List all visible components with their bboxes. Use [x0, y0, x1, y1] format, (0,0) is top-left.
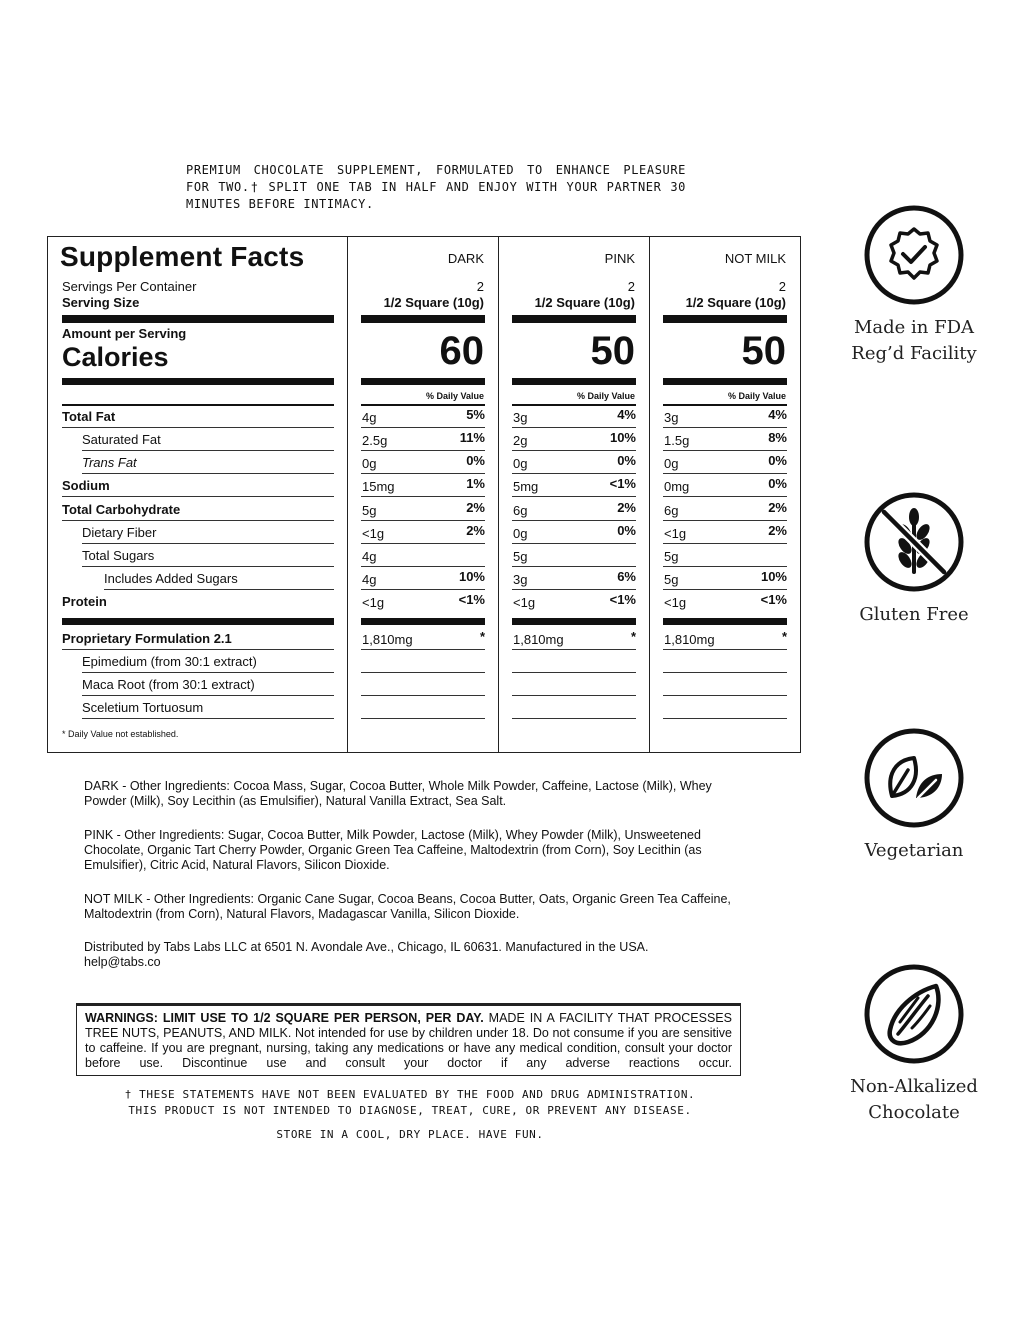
warning-box — [76, 1003, 741, 1076]
amount-value: 0g — [362, 456, 377, 471]
value-row-trans-fat — [663, 452, 787, 474]
row-label-dietary-fiber: Dietary Fiber — [82, 522, 334, 544]
variant-column-not-milk — [650, 237, 800, 752]
percent-daily-value: * — [479, 629, 485, 644]
variant-servings: 2 — [476, 279, 484, 294]
value-row-maca-root — [663, 674, 787, 696]
badge-label: Vegetarian — [864, 840, 964, 861]
variant-serving-size: 1/2 Square (10g) — [685, 295, 786, 310]
percent-daily-value: 2% — [466, 500, 485, 515]
facts-footnote: * Daily Value not established. — [62, 729, 179, 739]
ingredients-not-milk: NOT MILK - Other Ingredients: Organic Cane Sugar, Cocoa Beans, Cocoa Butter, Oats, Organic Green Tea Caffeine, Maltodextrin (from Corn), Natural Flavors, Madagascar Vanilla, Silicon Dioxide. — [84, 892, 731, 921]
thick-rule — [62, 378, 334, 385]
amount-value: 6g — [513, 503, 528, 518]
value-row-dietary-fiber — [361, 522, 485, 544]
percent-daily-value: <1% — [609, 476, 636, 491]
thick-rule — [663, 618, 787, 625]
variant-servings: 2 — [627, 279, 635, 294]
value-row-protein — [663, 591, 787, 613]
value-row-total-fat — [512, 406, 636, 428]
thick-rule — [512, 378, 636, 385]
amount-value: 5g — [664, 572, 679, 587]
percent-daily-value: 0% — [617, 523, 636, 538]
amount-value: 0g — [513, 456, 528, 471]
amount-value: 1,810mg — [664, 632, 715, 647]
percent-daily-value: 4% — [617, 407, 636, 422]
percent-daily-value: * — [630, 629, 636, 644]
percent-daily-value: 2% — [768, 500, 787, 515]
facts-title: Supplement Facts — [60, 241, 305, 272]
wheat-crossed-icon — [862, 490, 966, 594]
ingredients-dark: DARK - Other Ingredients: Cocoa Mass, Sugar, Cocoa Butter, Whole Milk Powder, Caffeine, Lactose (Milk), Whey Powder (Milk), Soy Lecithin (as Emulsifier), Natural Vanilla Extract, Sea Salt. — [84, 779, 712, 808]
percent-daily-value: <1% — [609, 592, 636, 607]
value-row-total-sugars — [663, 545, 787, 567]
warning-heading: WARNINGS: LIMIT USE TO 1/2 SQUARE PER PERSON, PER DAY. — [85, 1011, 484, 1025]
value-row-dietary-fiber — [512, 522, 636, 544]
value-row-saturated-fat — [361, 429, 485, 451]
row-label-maca-root: Maca Root (from 30:1 extract) — [82, 674, 334, 696]
variant-column-pink — [499, 237, 650, 752]
variant-serving-size: 1/2 Square (10g) — [383, 295, 484, 310]
row-label-total-sugars: Total Sugars — [82, 545, 334, 567]
amount-value: <1g — [664, 526, 687, 541]
amount-value: 5g — [513, 549, 528, 564]
percent-daily-value: 10% — [458, 569, 485, 584]
amount-value: <1g — [513, 595, 536, 610]
leaves-icon — [862, 726, 966, 830]
percent-daily-value: 11% — [459, 430, 485, 445]
daily-value-header: % Daily Value — [727, 391, 786, 401]
percent-daily-value: 5% — [466, 407, 485, 422]
badge-fda-facility — [814, 203, 1014, 367]
value-row-maca-root — [361, 674, 485, 696]
value-row-total-sugars — [512, 545, 636, 567]
variant-serving-size: 1/2 Square (10g) — [534, 295, 635, 310]
amount-value: 2.5g — [362, 433, 388, 448]
value-row-proprietary-formulation — [512, 628, 636, 650]
supplement-facts-panel — [47, 236, 801, 753]
value-row-total-fat — [663, 406, 787, 428]
value-row-saturated-fat — [512, 429, 636, 451]
percent-daily-value: 0% — [768, 453, 787, 468]
value-row-total-sugars — [361, 545, 485, 567]
percent-daily-value: 1% — [466, 476, 485, 491]
row-label-sceletium: Sceletium Tortuosum — [82, 697, 334, 719]
percent-daily-value: * — [781, 629, 787, 644]
certified-seal-icon — [862, 203, 966, 307]
badge-vegetarian — [814, 726, 1014, 864]
thick-rule — [361, 378, 485, 385]
amount-value: 5g — [362, 503, 377, 518]
percent-daily-value: 2% — [768, 523, 787, 538]
thick-rule — [512, 315, 636, 323]
thick-rule — [663, 378, 787, 385]
amount-value: 15mg — [362, 479, 395, 494]
thick-rule — [512, 618, 636, 625]
amount-value: 3g — [513, 410, 528, 425]
row-label-sodium: Sodium — [62, 475, 334, 497]
disclaimer-line-2: THIS PRODUCT IS NOT INTENDED TO DIAGNOSE, TREAT, CURE, OR PREVENT ANY DISEASE. — [128, 1104, 692, 1117]
row-label-trans-fat: Trans Fat — [82, 452, 334, 474]
value-row-saturated-fat — [663, 429, 787, 451]
amount-value: 4g — [362, 410, 377, 425]
intro-text: PREMIUM CHOCOLATE SUPPLEMENT, FORMULATED TO ENHANCE PLEASURE FOR TWO.† SPLIT ONE TAB IN HALF AND ENJOY WITH YOUR PARTNER 30 MINUTES BEFORE INTIMACY. — [186, 163, 686, 211]
amount-value: 5g — [664, 549, 679, 564]
badge-gluten-free — [814, 490, 1014, 628]
servings-label: Servings Per Container — [62, 279, 197, 294]
value-row-added-sugars — [512, 568, 636, 590]
value-row-epimedium — [361, 651, 485, 673]
serving-size-label: Serving Size — [62, 295, 140, 310]
value-row-proprietary-formulation — [663, 628, 787, 650]
warning-text: MADE IN A FACILITY THAT PROCESSES TREE NUTS, PEANUTS, AND MILK. Not intended for use by children under 18. Do not consume if you are sensitive to caffeine. If you are pregnant, nursing, taking any medications or have any medical condition, consult your doctor before use. Discontinue use and consult your doctor if any adverse reactions occur. — [85, 1011, 732, 1070]
variant-calories: 50 — [741, 329, 786, 373]
thick-rule — [361, 618, 485, 625]
value-row-sceletium — [663, 697, 787, 719]
daily-value-header: % Daily Value — [425, 391, 484, 401]
variant-name: NOT MILK — [724, 251, 786, 266]
amount-value: 0mg — [664, 479, 690, 494]
value-row-added-sugars — [361, 568, 485, 590]
amount-value: 4g — [362, 572, 377, 587]
contact-email[interactable]: help@tabs.co — [84, 955, 161, 969]
value-row-protein — [512, 591, 636, 613]
distributor-text: Distributed by Tabs Labs LLC at 6501 N. Avondale Ave., Chicago, IL 60631. Manufactured in the USA. — [84, 940, 649, 954]
distributor-info — [84, 940, 744, 970]
ingredients-pink: PINK - Other Ingredients: Sugar, Cocoa Butter, Milk Powder, Lactose (Milk), Whey Powder (Milk), Unsweetened Chocolate, Organic Tart Cherry Powder, Organic Green Tea Caffeine, Maltodextrin (from Corn), Soy Lecithin (as Emulsifier), Citric Acid, Natural Flavors, Silicon Dioxide. — [84, 828, 702, 872]
row-label-total-carbohydrate: Total Carbohydrate — [62, 499, 334, 521]
value-row-total-carbohydrate — [361, 499, 485, 521]
value-row-sceletium — [512, 697, 636, 719]
variant-servings: 2 — [778, 279, 786, 294]
percent-daily-value: 4% — [768, 407, 787, 422]
badge-label: Non-Alkalized Chocolate — [850, 1076, 978, 1123]
percent-daily-value: 2% — [617, 500, 636, 515]
value-row-protein — [361, 591, 485, 613]
fda-disclaimer — [90, 1087, 730, 1119]
row-label-added-sugars: Includes Added Sugars — [104, 568, 334, 590]
badge-label: Made in FDA Reg’d Facility — [851, 317, 977, 364]
value-row-total-carbohydrate — [663, 499, 787, 521]
badge-non-alkalized — [814, 962, 1014, 1126]
value-row-sceletium — [361, 697, 485, 719]
thick-rule — [361, 315, 485, 323]
value-row-trans-fat — [361, 452, 485, 474]
thick-rule — [62, 618, 334, 625]
value-row-proprietary-formulation — [361, 628, 485, 650]
row-label-proprietary-formulation: Proprietary Formulation 2.1 — [62, 628, 334, 650]
variant-column-dark — [348, 237, 499, 752]
value-row-sodium — [361, 475, 485, 497]
facts-label-column — [48, 237, 348, 752]
row-label-epimedium: Epimedium (from 30:1 extract) — [82, 651, 334, 673]
value-row-epimedium — [663, 651, 787, 673]
amount-value: 6g — [664, 503, 679, 518]
value-row-dietary-fiber — [663, 522, 787, 544]
row-label-saturated-fat: Saturated Fat — [82, 429, 334, 451]
amount-value: 4g — [362, 549, 377, 564]
percent-daily-value: 10% — [760, 569, 787, 584]
amount-value: 1.5g — [664, 433, 690, 448]
thick-rule — [663, 315, 787, 323]
amount-value: 0g — [664, 456, 679, 471]
amount-value: <1g — [362, 526, 385, 541]
storage-note: STORE IN A COOL, DRY PLACE. HAVE FUN. — [276, 1128, 544, 1141]
disclaimer-line-1: † THESE STATEMENTS HAVE NOT BEEN EVALUATED BY THE FOOD AND DRUG ADMINISTRATION. — [124, 1088, 696, 1101]
percent-daily-value: 0% — [617, 453, 636, 468]
badge-label: Gluten Free — [859, 604, 969, 625]
amount-value: 3g — [513, 572, 528, 587]
amount-value: 3g — [664, 410, 679, 425]
percent-daily-value: <1% — [458, 592, 485, 607]
amount-value: 1,810mg — [513, 632, 564, 647]
daily-value-header: % Daily Value — [576, 391, 635, 401]
variant-name: PINK — [604, 251, 635, 266]
value-row-sodium — [512, 475, 636, 497]
amount-value: 0g — [513, 526, 528, 541]
variant-calories: 50 — [590, 329, 635, 373]
percent-daily-value: 8% — [768, 430, 787, 445]
amount-value: 1,810mg — [362, 632, 413, 647]
amount-value: 5mg — [513, 479, 539, 494]
variant-calories: 60 — [439, 329, 484, 373]
percent-daily-value: 2% — [466, 523, 485, 538]
row-label-protein: Protein — [62, 594, 107, 609]
percent-daily-value: <1% — [760, 592, 787, 607]
value-row-trans-fat — [512, 452, 636, 474]
cocoa-bean-icon — [862, 962, 966, 1066]
percent-daily-value: 10% — [609, 430, 636, 445]
variant-name: DARK — [447, 251, 484, 266]
thick-rule — [62, 315, 334, 323]
percent-daily-value: 6% — [617, 569, 636, 584]
row-label-total-fat: Total Fat — [62, 406, 334, 428]
percent-daily-value: 0% — [466, 453, 485, 468]
calories-label: Calories — [62, 342, 169, 372]
value-row-maca-root — [512, 674, 636, 696]
amount-value: <1g — [362, 595, 385, 610]
amount-per-serving-label: Amount per Serving — [62, 326, 187, 341]
amount-value: <1g — [664, 595, 687, 610]
value-row-total-carbohydrate — [512, 499, 636, 521]
value-row-sodium — [663, 475, 787, 497]
percent-daily-value: 0% — [768, 476, 787, 491]
amount-value: 2g — [513, 433, 528, 448]
value-row-total-fat — [361, 406, 485, 428]
value-row-added-sugars — [663, 568, 787, 590]
value-row-epimedium — [512, 651, 636, 673]
